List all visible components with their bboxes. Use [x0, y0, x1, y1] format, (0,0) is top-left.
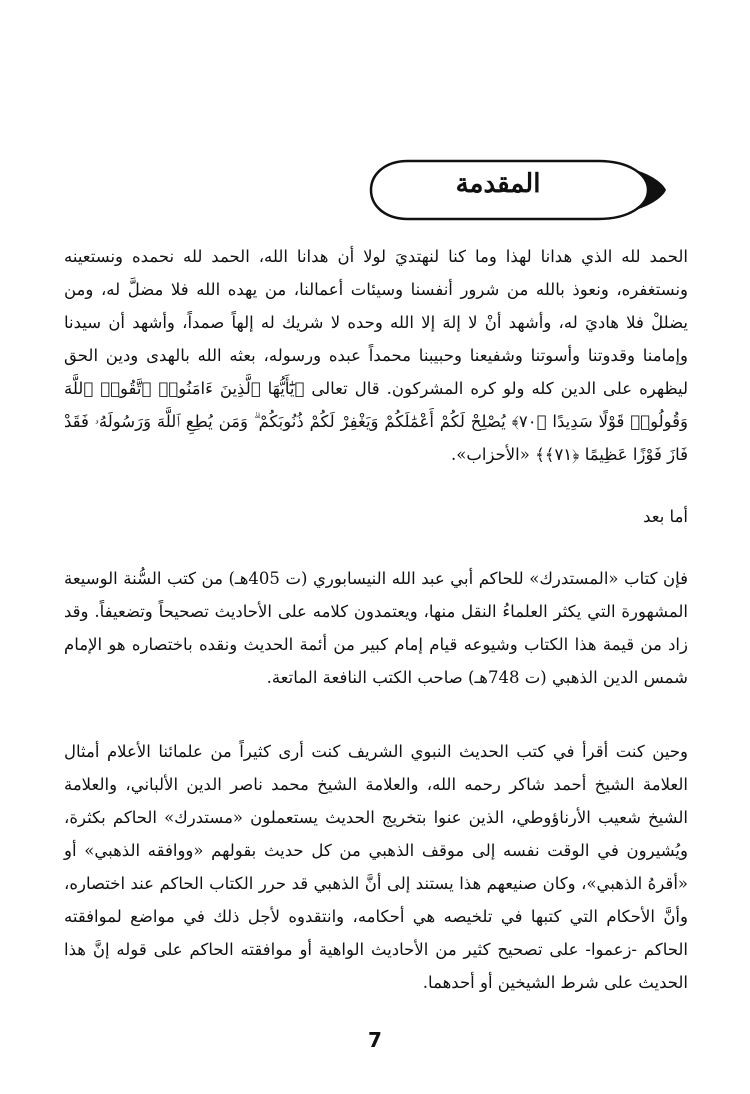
- chapter-title-frame: [368, 157, 668, 223]
- chapter-title: المقدمة: [455, 169, 541, 199]
- third-paragraph: وحين كنت أقرأ في كتب الحديث النبوي الشريف كنت أرى كثيراً من علمائنا الأعلام أمثال العلامة الشيخ أحمد شاكر رحمه الله، والعلامة الشيخ محمد ناصر الدين الألباني، والعلامة الشيخ شعيب الأرناؤوطي، الذين عنوا بتخريج الحديث يستعملون «مستدرك» الحاكم بكثرة، ويُشيرون في الوقت نفسه إلى موقف الذهبي من كل حديث بقولهم «ووافقه الذهبي» أو «أقرهُ الذهبي»، وكان صنيعهم هذا يستند إلى أنَّ الذهبي قد حرر الكتاب الحاكم عند اختصاره، وأنَّ الأحكام التي كتبها في تلخيصه هي أحكامه، وانتقدوه لأجل ذلك في مواضع لموافقته الحاكم -زعموا- على تصحيح كثير من الأحاديث الواهية أو موافقته الحاكم على قوله إنَّ هذا الحديث على شرط الشيخين أو أحدهما.: [64, 742, 688, 992]
- second-paragraph: فإن كتاب «المستدرك» للحاكم أبي عبد الله النيسابوري (ت 405هـ) من كتب السُّنة الوسيعة المشهورة التي يكثر العلماءُ النقل منها، ويعتمدون كلامه على الأحاديث تصحيحاً وتضعيفاً. وقد زاد من قيمة هذا الكتاب وشيوعه قيام إمام كبير من أئمة الحديث ونقده باختصاره هو الإمام شمس الدين الذهبي (ت 748هـ) صاحب الكتب النافعة الماتعة.: [64, 569, 688, 687]
- intro-paragraph: الحمد لله الذي هدانا لهذا وما كنا لنهتديَ لولا أن هدانا الله، الحمد لله نحمده ونستعينه ونستغفره، ونعوذ بالله من شرور أنفسنا وسيئات أعمالنا، من يهده الله فلا مضلَّ له، ومن يضللْ فلا هاديَ له، وأشهد أنْ لا إلهَ إلا الله وحده لا شريك له إلهاً صمداً، وأشهد أن سيدنا وإمامنا وقدوتنا وأسوتنا وشفيعنا وحبيبنا محمداً عبده ورسوله، بعثه الله بالهدى ودين الحق ليظهره على الدين كله ولو كره المشركون. قال تعالى ﴿يَٰٓأَيُّهَا ٱلَّذِينَ ءَامَنُوا۟ ٱتَّقُوا۟ ٱللَّهَ وَقُولُوا۟ قَوْلًا سَدِيدًا ﴿٧٠﴾ يُصْلِحْ لَكُمْ أَعْمَٰلَكُمْ وَيَغْفِرْ لَكُمْ ذُنُوبَكُمْ ۗ وَمَن يُطِعِ ٱللَّهَ وَرَسُولَهُۥ فَقَدْ فَازَ فَوْزًا عَظِيمًا ﴿٧١﴾﴾ «الأحزاب».: [64, 247, 688, 464]
- amma-baad-line: أما بعد: [643, 507, 688, 526]
- page-number: 7: [368, 1028, 382, 1052]
